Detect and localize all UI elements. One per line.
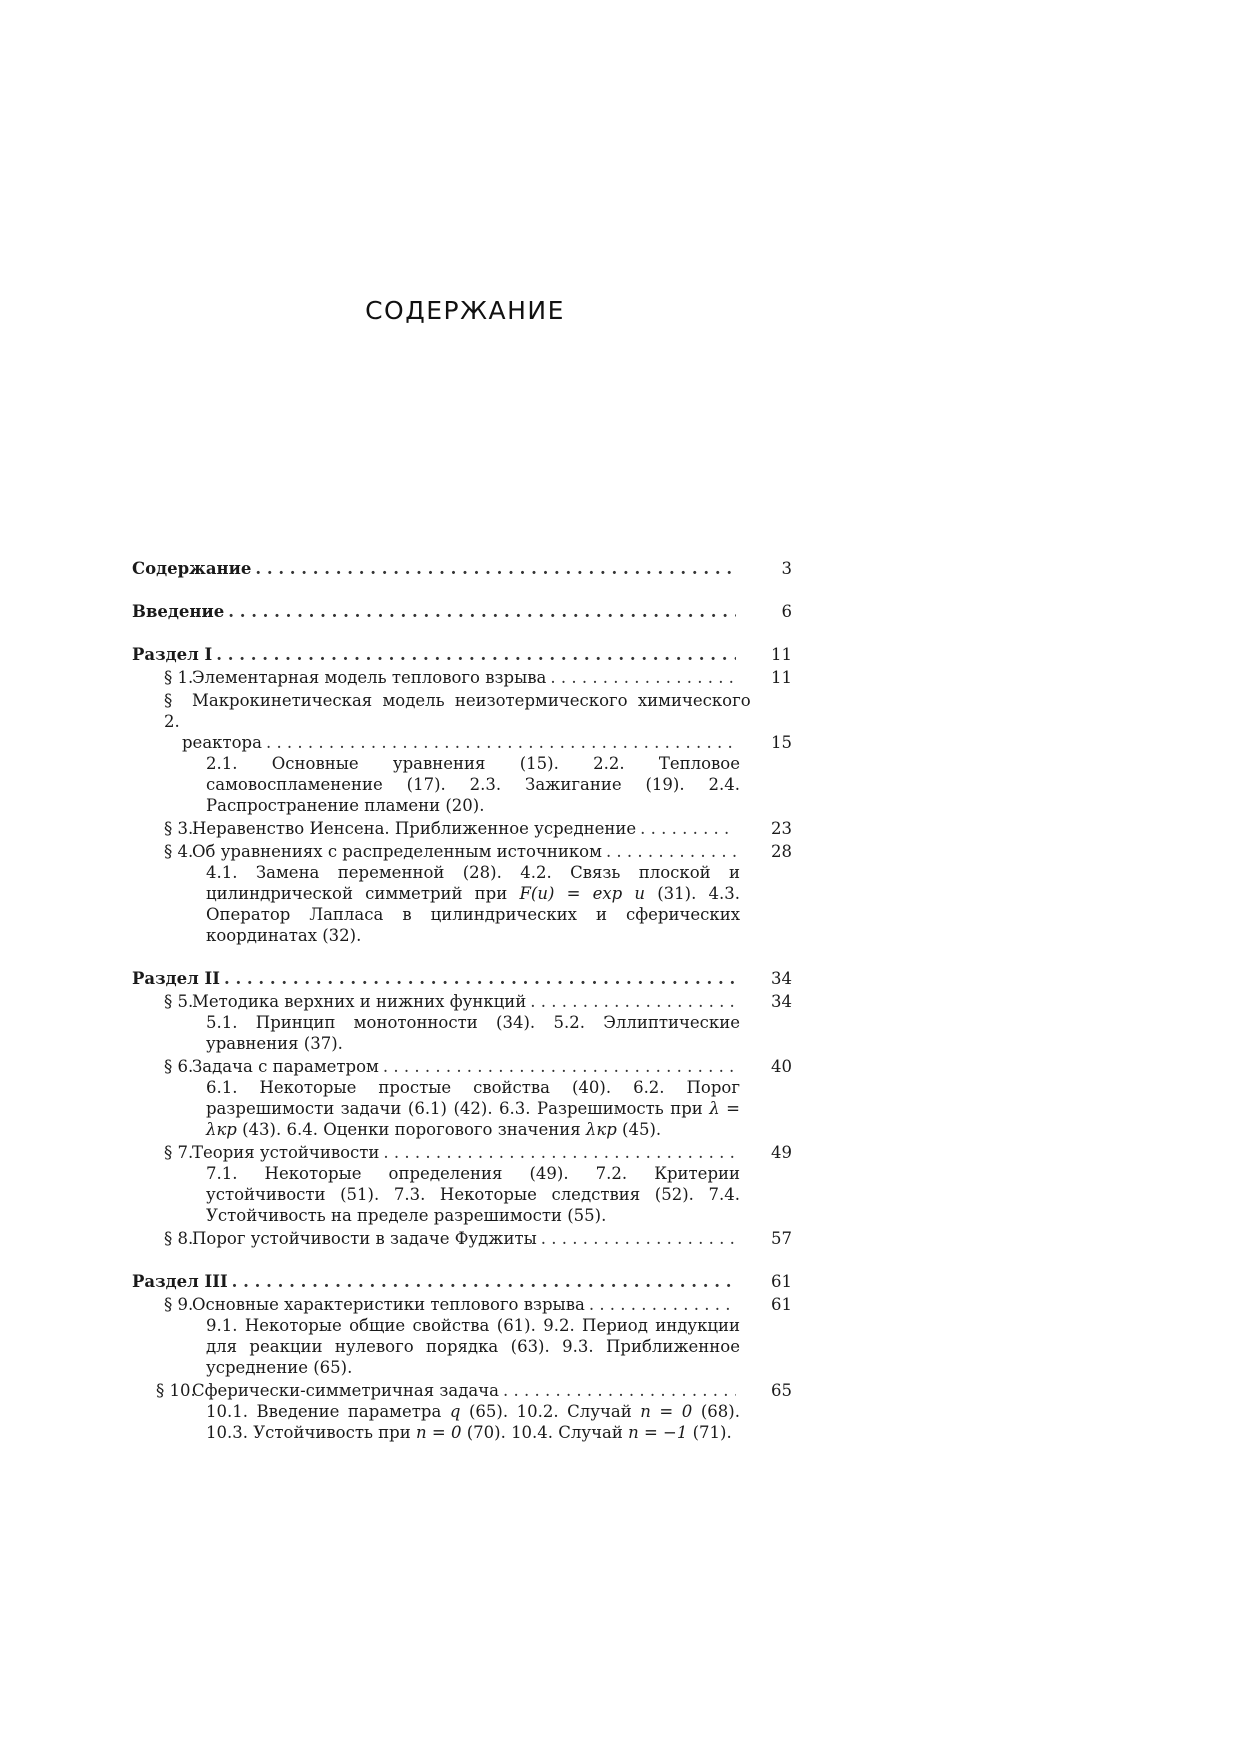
toc-section-6[interactable] — [132, 1056, 792, 1077]
subsection-list: 2.1. Основные уравнения (15). 2.2. Тепловое самовоспламенение (17). 2.3. Зажигание (19). 2.4. Распространение пламени (20). — [206, 754, 740, 815]
section-title: Основные характеристики теплового взрыва — [192, 1295, 585, 1314]
section-page: 40 — [771, 1057, 792, 1076]
section-number: § 10. — [156, 1381, 196, 1400]
section-number: § 1. — [164, 668, 194, 687]
toc-part-page: 61 — [771, 1272, 792, 1291]
toc-entry-label: Введение — [132, 602, 225, 621]
toc-part-page: 11 — [771, 645, 792, 664]
section-number: § 7. — [164, 1143, 194, 1162]
page-title: СОДЕРЖАНИЕ — [365, 296, 565, 325]
subsection-list: 10.1. Введение параметра q (65). 10.2. Случай n = 0 (68). 10.3. Устойчивость при n = 0 (70). 10.4. Случай n = −1 (71). — [206, 1402, 740, 1442]
section-number: § 5. — [164, 992, 194, 1011]
toc-section-2[interactable] — [132, 690, 751, 732]
toc-section-10[interactable] — [132, 1380, 792, 1401]
dot-leader — [530, 991, 736, 1012]
toc-section-4[interactable] — [132, 841, 792, 862]
toc-section-9[interactable] — [132, 1294, 792, 1315]
section-title-line-1: Макрокинетическая модель неизотермического химического — [192, 691, 751, 710]
table-of-contents — [132, 558, 792, 1443]
section-page: 15 — [771, 733, 792, 752]
dot-leader — [224, 968, 736, 989]
subsection-list: 6.1. Некоторые простые свойства (40). 6.2. Порог разрешимости задачи (6.1) (42). 6.3. Разрешимость при λ = λкр (43). 6.4. Оценки порогового значения λкр (45). — [206, 1078, 741, 1139]
toc-section-2-cont — [132, 732, 792, 753]
section-number: § 6. — [164, 1057, 194, 1076]
section-page: 61 — [771, 1295, 792, 1314]
section-number: § 4. — [164, 842, 194, 861]
dot-leader — [266, 732, 736, 753]
section-number: § 2. — [164, 691, 180, 731]
dot-leader — [640, 818, 736, 839]
section-page: 11 — [771, 668, 792, 687]
toc-part-2[interactable] — [132, 968, 792, 989]
section-page: 49 — [771, 1143, 792, 1162]
section-page: 57 — [771, 1229, 792, 1248]
toc-entry-intro[interactable] — [132, 601, 792, 622]
section-page: 34 — [771, 992, 792, 1011]
dot-leader — [383, 1056, 736, 1077]
dot-leader — [216, 644, 736, 665]
dot-leader — [606, 841, 736, 862]
toc-entry-page: 3 — [781, 559, 792, 578]
section-title: Задача с параметром — [192, 1057, 379, 1076]
dot-leader — [589, 1294, 736, 1315]
section-title-line-2: реактора — [182, 733, 262, 752]
toc-part-1[interactable] — [132, 644, 792, 665]
dot-leader — [550, 667, 736, 688]
section-title: Сферически-симметричная задача — [192, 1381, 499, 1400]
dot-leader — [228, 601, 736, 622]
toc-section-1[interactable] — [132, 667, 792, 688]
dot-leader — [541, 1228, 736, 1249]
section-title: Теория устойчивости — [192, 1143, 380, 1162]
section-page: 65 — [771, 1381, 792, 1400]
section-number: § 8. — [164, 1229, 194, 1248]
section-page: 23 — [771, 819, 792, 838]
subsection-list: 5.1. Принцип монотонности (34). 5.2. Эллиптические уравнения (37). — [206, 1013, 740, 1053]
toc-part-label: Раздел II — [132, 969, 220, 988]
toc-section-7[interactable] — [132, 1142, 792, 1163]
dot-leader — [255, 558, 736, 579]
section-title: Методика верхних и нижних функций — [192, 992, 527, 1011]
subsection-list: 4.1. Замена переменной (28). 4.2. Связь плоской и цилиндрической симметрий при F(u) = exp u (31). 4.3. Оператор Лапласа в цилиндрических и сферических координатах (32). — [206, 863, 740, 945]
math-expression: λ = λкр — [206, 1099, 741, 1139]
section-number: § 3. — [164, 819, 194, 838]
math-expression: F(u) = exp u — [519, 884, 646, 903]
dot-leader — [503, 1380, 736, 1401]
section-title: Об уравнениях с распределенным источником — [192, 842, 602, 861]
section-title: Порог устойчивости в задаче Фуджиты — [192, 1229, 537, 1248]
math-expression: q — [449, 1402, 461, 1421]
toc-part-label: Раздел III — [132, 1272, 228, 1291]
toc-part-label: Раздел I — [132, 645, 213, 664]
section-title: Неравенство Иенсена. Приближенное усреднение — [192, 819, 637, 838]
subsection-list: 9.1. Некоторые общие свойства (61). 9.2. Период индукции для реакции нулевого порядка (63). 9.3. Приближенное усреднение (65). — [206, 1316, 740, 1377]
toc-section-8[interactable] — [132, 1228, 792, 1249]
section-title: Элементарная модель теплового взрыва — [192, 668, 547, 687]
dot-leader — [232, 1271, 736, 1292]
toc-section-5[interactable] — [132, 991, 792, 1012]
math-expression: n = 0 — [416, 1423, 462, 1442]
toc-entry-contents[interactable] — [132, 558, 792, 579]
toc-section-3[interactable] — [132, 818, 792, 839]
section-page: 28 — [771, 842, 792, 861]
math-expression: n = −1 — [628, 1423, 688, 1442]
toc-part-3[interactable] — [132, 1271, 792, 1292]
math-expression: λкр — [585, 1120, 617, 1139]
dot-leader — [383, 1142, 736, 1163]
toc-part-page: 34 — [771, 969, 792, 988]
toc-entry-page: 6 — [781, 602, 792, 621]
section-number: § 9. — [164, 1295, 194, 1314]
toc-entry-label: Содержание — [132, 559, 252, 578]
math-expression: n = 0 — [640, 1402, 693, 1421]
subsection-list: 7.1. Некоторые определения (49). 7.2. Критерии устойчивости (51). 7.3. Некоторые следствия (52). 7.4. Устойчивость на пределе разрешимости (55). — [206, 1164, 740, 1225]
